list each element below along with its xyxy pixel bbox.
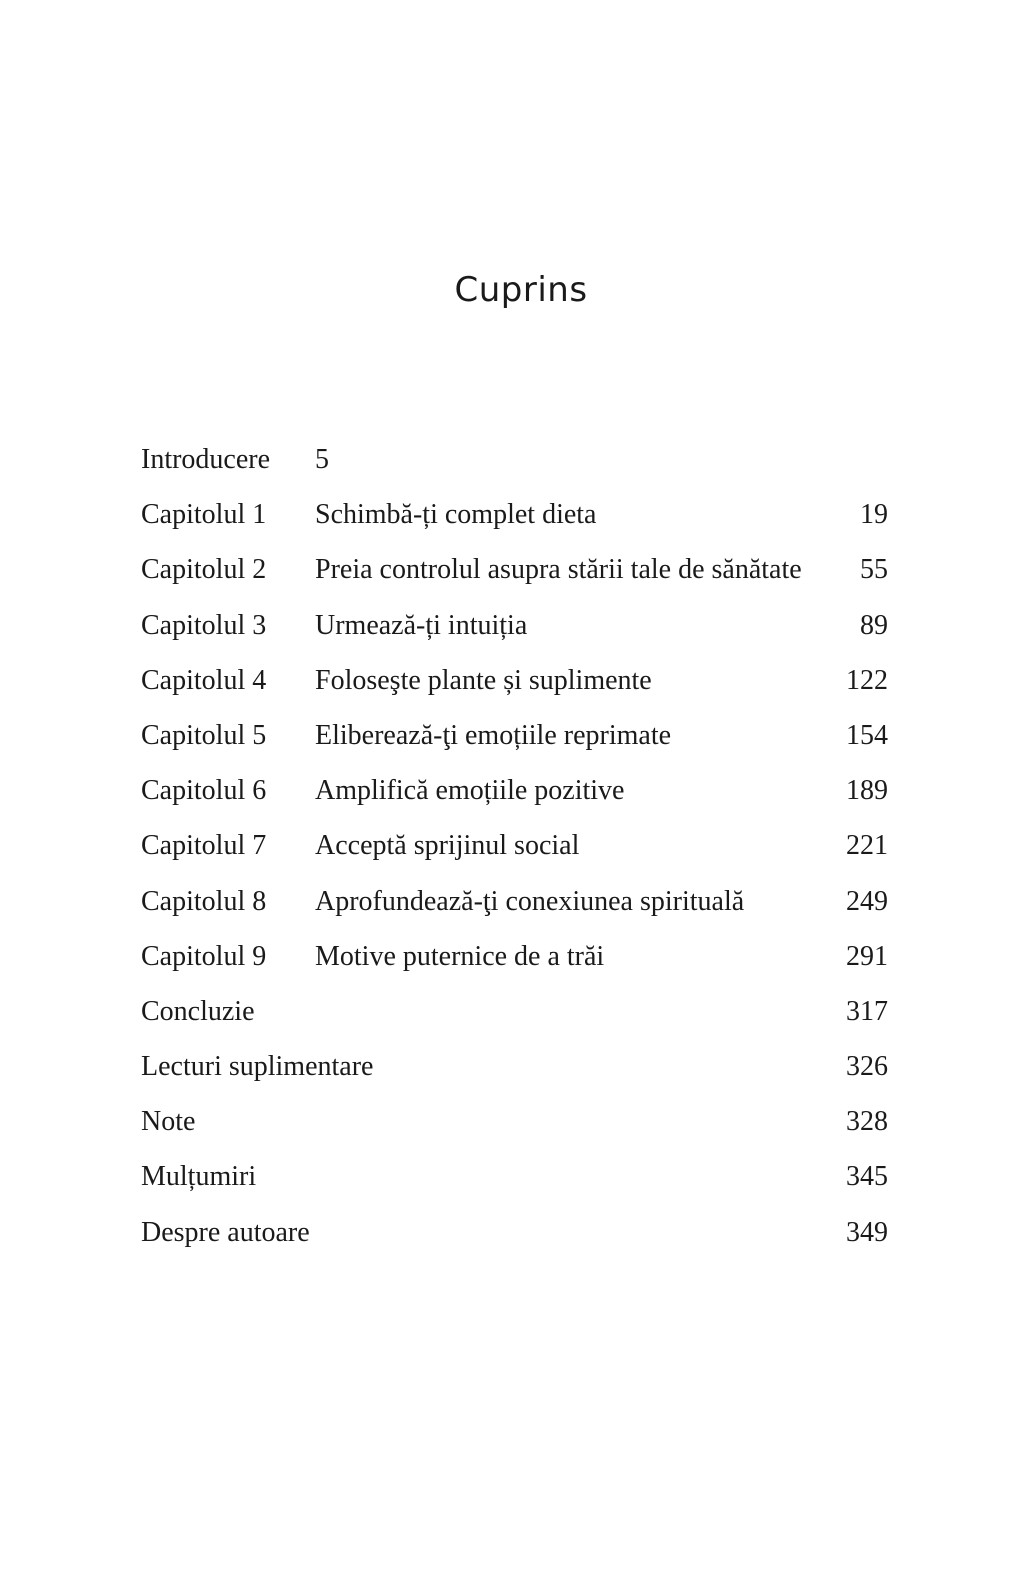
toc-entry-page: 89 [860,609,888,641]
toc-entry-page: 345 [846,1161,888,1193]
toc-entry-page: 19 [860,499,888,531]
table-of-contents [141,436,888,1264]
toc-entry-page: 249 [846,885,888,917]
toc-entry-chapter-5[interactable] [141,712,888,767]
toc-entry-title: Acceptă sprijinul social [315,830,580,862]
toc-entry-title: Aprofundează-ţi conexiunea spirituală [315,885,745,917]
toc-entry-chapter-2[interactable] [141,546,888,601]
toc-entry-page: 221 [846,830,888,862]
toc-entry-label: Mulțumiri [141,1161,257,1193]
toc-entry-chapter-3[interactable] [141,602,888,657]
toc-entry-label: Capitolul 9 [141,940,267,972]
toc-entry-title: Amplifică emoțiile pozitive [315,775,625,807]
toc-entry-page: 349 [846,1216,888,1248]
toc-entry-label: Despre autoare [141,1216,310,1248]
toc-entry-notes[interactable] [141,1098,888,1153]
toc-entry-chapter-1[interactable] [141,491,888,546]
toc-entry-label: Capitolul 2 [141,554,267,586]
toc-entry-page: 328 [846,1106,888,1138]
page-title: Cuprins [454,270,588,310]
toc-entry-chapter-4[interactable] [141,657,888,712]
toc-entry-page: 326 [846,1051,888,1083]
toc-entry-title: Preia controlul asupra stării tale de sănătate [315,554,802,586]
toc-entry-label: Lecturi suplimentare [141,1051,374,1083]
toc-entry-chapter-7[interactable] [141,822,888,877]
toc-entry-acknowledgements[interactable] [141,1153,888,1208]
toc-entry-label: Capitolul 4 [141,664,267,696]
toc-entry-page: 189 [846,775,888,807]
toc-entry-title: Motive puternice de a trăi [315,940,605,972]
toc-entry-label: Capitolul 7 [141,830,267,862]
toc-entry-label: Introducere [141,444,271,475]
toc-entry-label: Capitolul 6 [141,775,267,807]
toc-entry-page: 154 [846,719,888,751]
toc-entry-label: Capitolul 5 [141,719,267,751]
toc-entry-chapter-9[interactable] [141,933,888,988]
toc-entry-page: 291 [846,940,888,972]
toc-entry-page: 5 [315,444,329,475]
toc-entry-title: Schimbă-ți complet dieta [315,499,597,531]
toc-entry-label: Capitolul 3 [141,609,267,641]
toc-entry-page: 122 [846,664,888,696]
toc-entry-further-reading[interactable] [141,1043,888,1098]
toc-entry-label: Capitolul 8 [141,885,267,917]
toc-entry-chapter-6[interactable] [141,767,888,822]
toc-entry-chapter-8[interactable] [141,878,888,933]
toc-entry-conclusion[interactable] [141,988,888,1043]
toc-entry-label: Concluzie [141,995,255,1027]
toc-entry-label: Note [141,1106,196,1138]
toc-entry-title: Eliberează-ţi emoțiile reprimate [315,719,672,751]
toc-entry-label: Capitolul 1 [141,499,267,531]
toc-entry-page: 317 [846,995,888,1027]
toc-entry-about-author[interactable] [141,1209,888,1264]
toc-entry-introduction[interactable] [141,436,888,491]
toc-entry-page: 55 [860,554,888,586]
toc-entry-title: Foloseşte plante și suplimente [315,664,652,696]
toc-entry-title: Urmează-ți intuiția [315,609,528,641]
